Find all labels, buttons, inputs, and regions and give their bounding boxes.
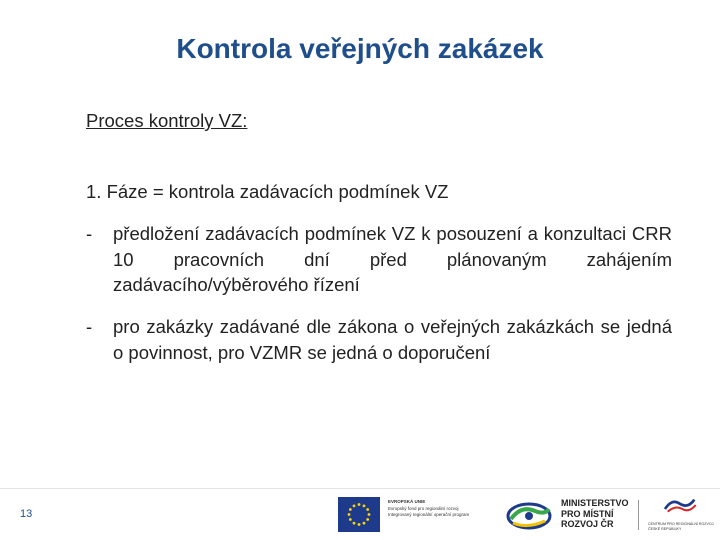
bullet-text: předložení zadávacích podmínek VZ k posouzení a konzultaci CRR 10 pracovních dní před plánovaným zahájením zadávacího/výběrového řízení: [113, 223, 672, 295]
eu-star-icon: [366, 508, 369, 511]
eu-star-icon: [358, 523, 361, 526]
ministry-line-2: PRO MÍSTNÍ: [561, 508, 614, 519]
eu-star-icon: [366, 518, 369, 521]
ministry-line-3: ROZVOJ ČR: [561, 519, 614, 529]
eu-fund-label: Evropský fond pro regionální rozvoj: [388, 505, 459, 511]
eu-program-label: Integrovaný regionální operační program: [388, 512, 470, 517]
eu-star-icon: [349, 508, 352, 511]
crr-line-2: ČESKÉ REPUBLIKY: [648, 526, 682, 531]
eu-flag-icon: [338, 497, 380, 532]
eu-star-icon: [363, 522, 366, 525]
ministry-line-1: MINISTERSTVO: [561, 498, 629, 508]
bullet-dash: -: [86, 316, 93, 337]
eu-star-icon: [349, 518, 352, 521]
eu-label: EVROPSKÁ UNIE: [388, 499, 426, 504]
ministry-text-block: [561, 498, 629, 530]
footer-divider: [0, 488, 720, 489]
phase-heading: 1. Fáze = kontrola zadávacích podmínek VZ: [86, 181, 449, 202]
eu-star-icon: [353, 504, 356, 507]
eu-star-icon: [348, 513, 351, 516]
bullet-text: pro zakázky zadávané dle zákona o veřejných zakázkách se jedná o povinnost, pro VZMR se jedná o doporučení: [113, 316, 672, 363]
eu-text-block: [388, 499, 496, 519]
eu-star-icon: [363, 504, 366, 507]
iop-logo-icon: [505, 499, 553, 533]
page-number: 13: [20, 508, 33, 520]
eu-star-icon: [353, 522, 356, 525]
logo-separator: [638, 500, 639, 530]
bullet-item-1: [86, 221, 672, 298]
bullet-item-2: [86, 314, 672, 365]
subheading: Proces kontroly VZ:: [86, 110, 248, 131]
eu-star-icon: [368, 513, 371, 516]
page-title: Kontrola veřejných zakázek: [176, 33, 544, 64]
bullet-dash: -: [86, 223, 93, 244]
eu-star-icon: [358, 503, 361, 506]
crr-line-1: CENTRUM PRO REGIONÁLNÍ ROZVOJ: [648, 522, 714, 526]
crr-text-block: [648, 522, 718, 531]
